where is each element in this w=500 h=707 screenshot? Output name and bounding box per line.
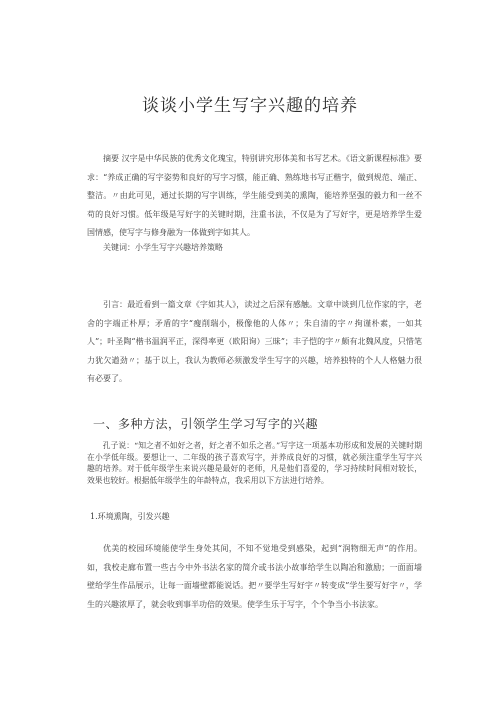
intro-paragraph: 引言：最近看到一篇文章《字如其人》，读过之后深有感触。文章中谈到几位作家的字，老舍的字端正朴厚；矛盾的字“瘦削瑞小，极像他的人体〃；朱自清的字〃拘谨朴素，一如其人”；叶圣陶“楷书温润平正，深得率更（欧阳询）三昧”；丰子恺的字〃颇有北魏风度，只惜笔力犹欠遒劲〃；基于以上，我认为教师必须激发学生写字的兴趣，培养独特的个人人格魅力很有必要了。	[87, 300, 422, 383]
section-paragraph: 孔子说：“知之者不如好之者，好之者不如乐之者。”写字这一项基本功形成和发展的关键时期在小学低年级。要想让一、二年级的孩子喜欢写字，并养成良好的习惯，就必须注重学生写字兴趣的培养。对于低年级学生来说兴趣是最好的老师，凡是他们喜爱的，学习持续时间相对较长，效果也较好。根据低年级学生的年龄特点，我采用以下方法进行培养。	[87, 441, 422, 485]
page-title: 谈谈小学生写字兴趣的培养	[142, 96, 358, 116]
abstract-paragraph: 摘要 汉字是中华民族的优秀文化瑰宝，特别讲究形体美和书写艺术。《语文新课程标准》要求：“养成正确的写字姿势和良好的写字习惯，能正确、熟练地书写正楷字，做到规范、端正、整洁。〃由此可见，通过长期的写字训练，学生能受到美的熏陶，能培养坚强的毅力和一丝不苟的良好习惯。低年级是写好字的关键时期，注重书法，不仅是为了写好字，更是培养学生爱国情感，使写字与修身融为一体做到字如其人。	[87, 154, 422, 237]
subsection-heading: 1.环境熏陶，引发兴趣	[90, 512, 170, 521]
section-heading: 一、多种方法，引领学生学习写字的兴趣	[93, 417, 319, 431]
keywords-paragraph: 关键词：小学生写字兴趣培养策略	[103, 243, 223, 252]
subsection-paragraph: 优美的校园环境能使学生身处其间，不知不觉地受到感染，起到“润物细无声”的作用。如，我校走廊布置一些古今中外书法名家的简介或书法小故事给学生以陶冶和激励；一面面墙壁给学生作品展示，让每一面墙壁都能说话。把〃要学生写好字〃转变成”学生要写好字〃，学生的兴趣浓厚了，就会收到事半功倍的效果。使学生乐于写字，个个争当小书法家。	[87, 544, 422, 609]
